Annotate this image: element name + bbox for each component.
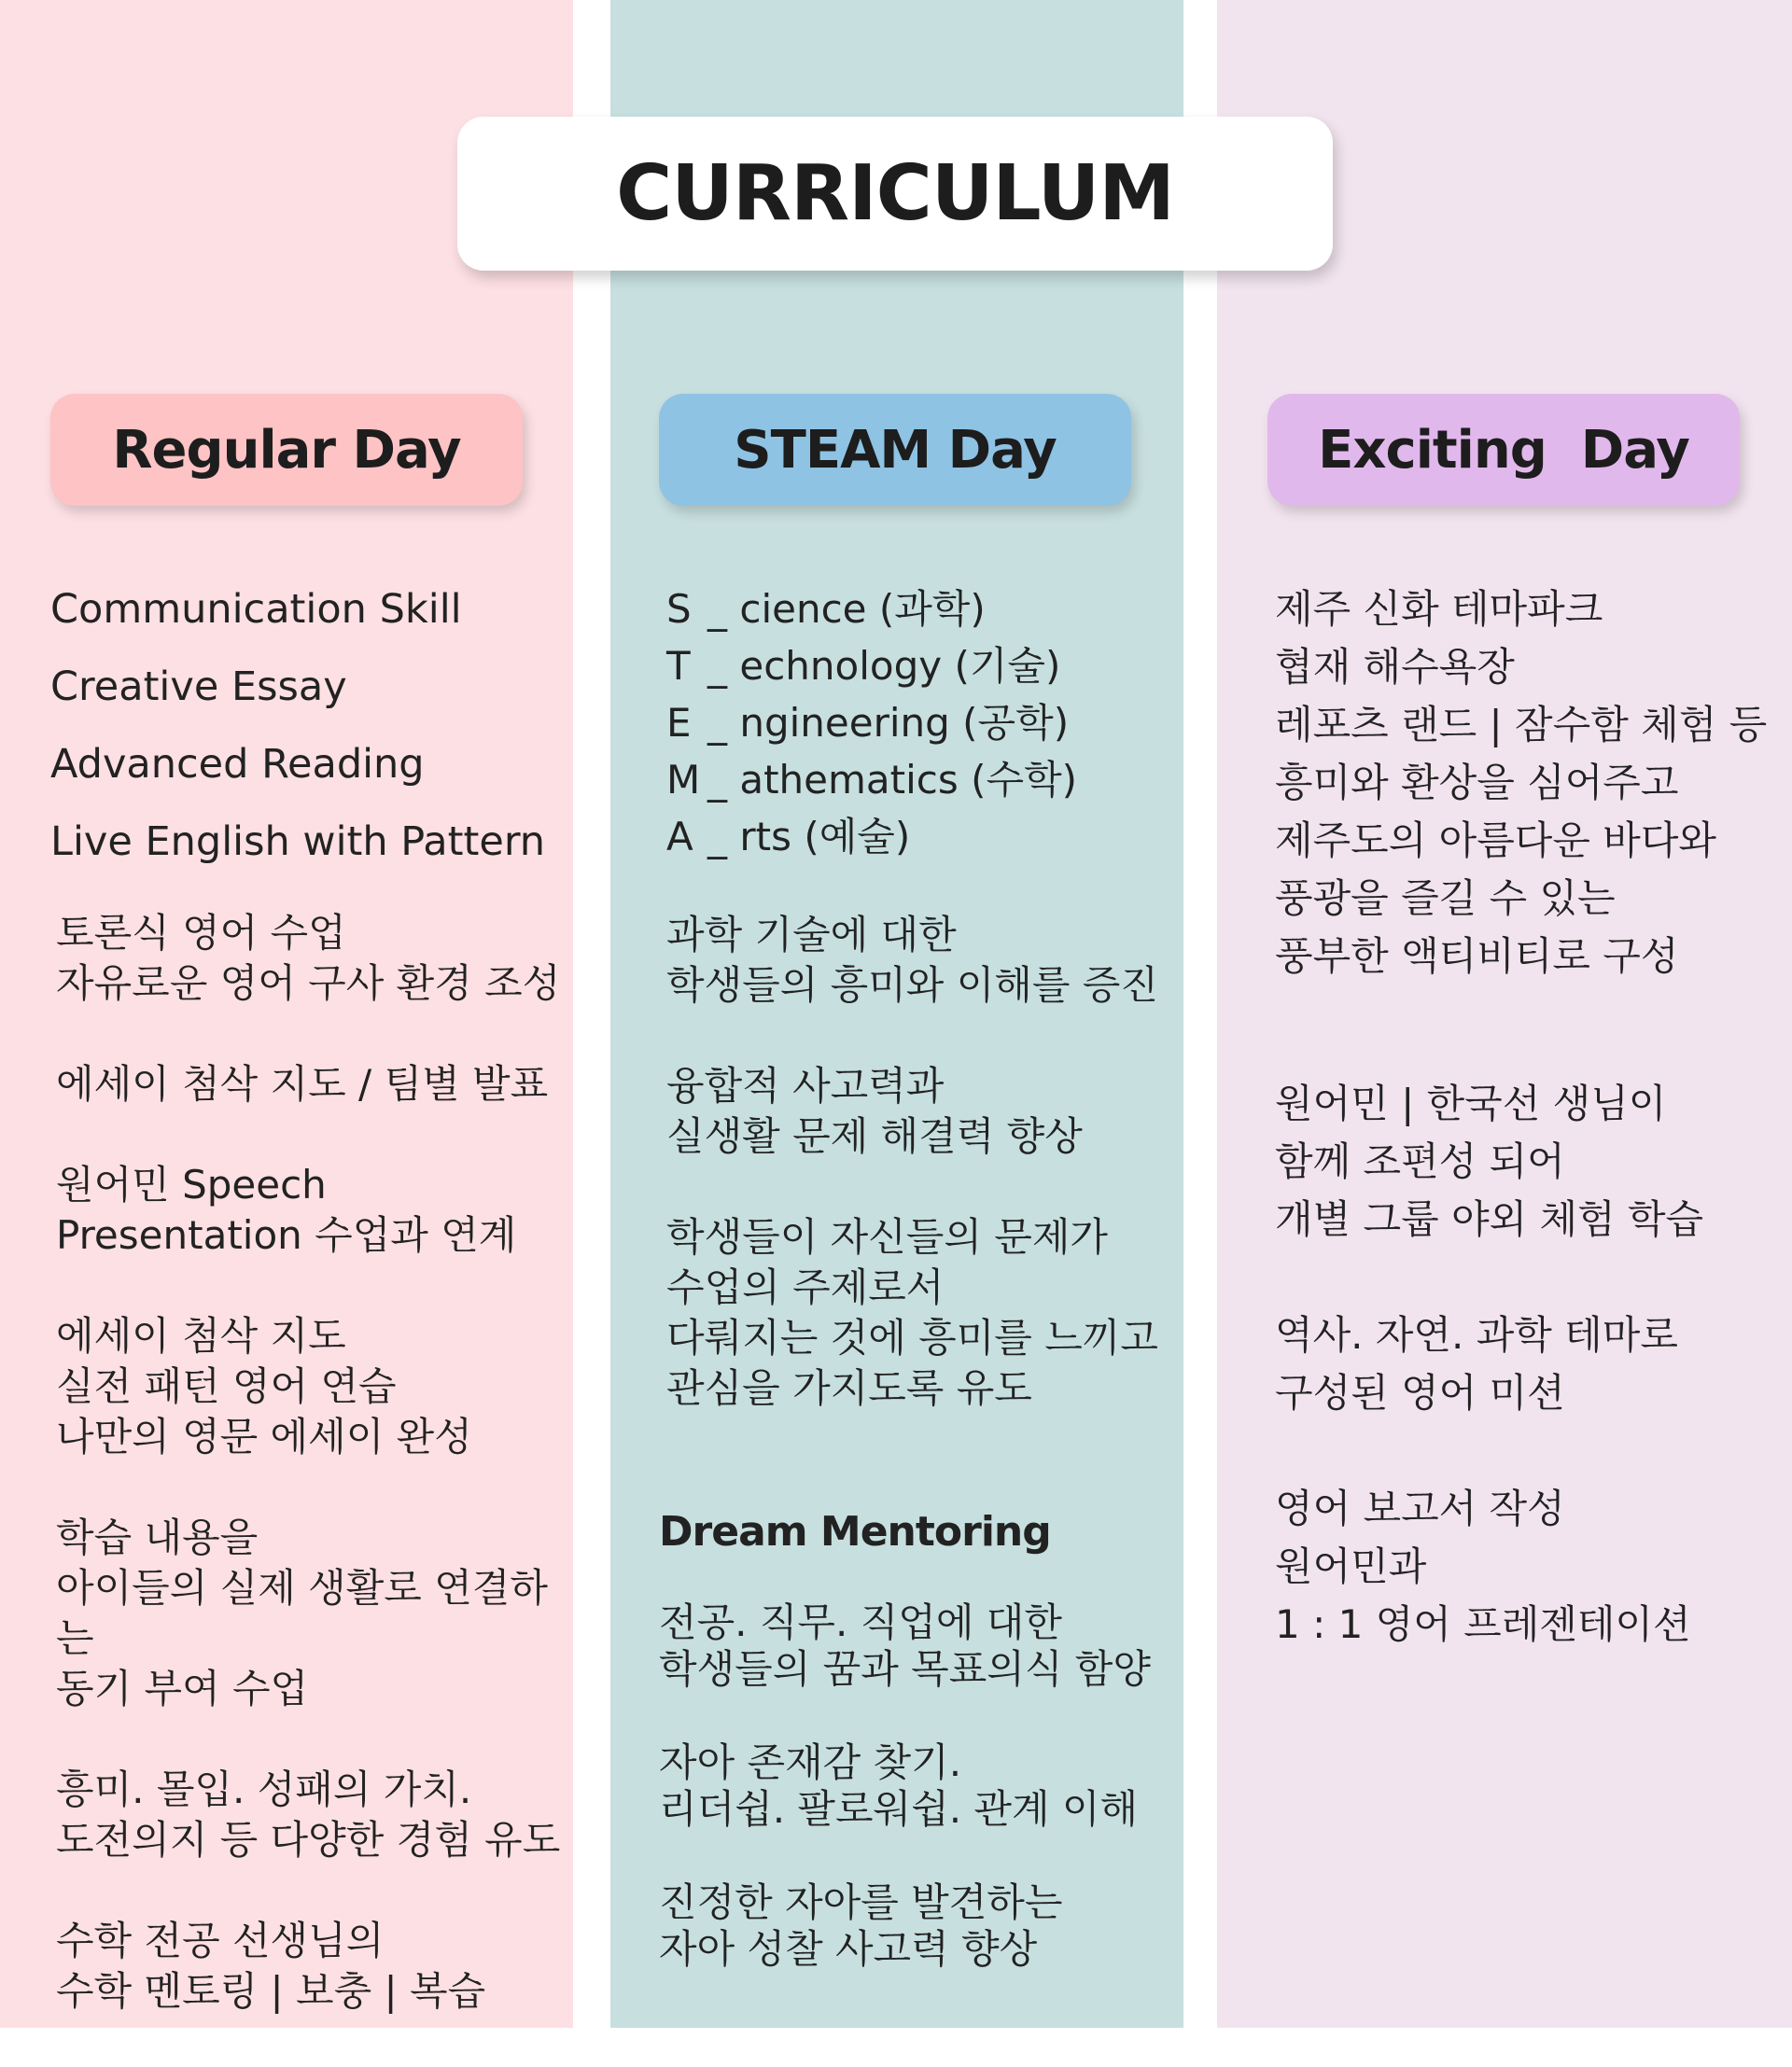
- steam-note: 과학 기술에 대한 학생들의 흥미와 이해를 증진: [666, 912, 1158, 1008]
- exciting-notes: [1275, 580, 1779, 1654]
- steam-acronym-list: [666, 580, 1170, 865]
- regular-day-label: Regular Day: [112, 419, 461, 481]
- mentoring-note: 진정한 자아를 발견하는 자아 성찰 사고력 향상: [659, 1879, 1063, 1972]
- page-title: CURRICULUM: [616, 149, 1174, 238]
- regular-note: 원어민 Speech Presentation 수업과 연계: [56, 1162, 517, 1258]
- steam-letter: T: [666, 643, 691, 689]
- steam-letter: E: [666, 700, 692, 746]
- regular-note: 흥미. 몰입. 성패의 가치. 도전의지 등 다양한 경험 유도: [56, 1767, 561, 1863]
- skill-item: Advanced Reading: [50, 741, 425, 788]
- mentoring-note: 전공. 직무. 직업에 대한 학생들의 꿈과 목표의식 함양: [659, 1599, 1151, 1692]
- regular-skills-list: [50, 571, 573, 881]
- regular-notes: [56, 908, 579, 2067]
- steam-letter: M: [666, 757, 701, 803]
- steam-row: [666, 694, 1170, 751]
- steam-row: [666, 637, 1170, 694]
- steam-word: _ rts (예술): [707, 814, 911, 859]
- steam-letter: S: [666, 586, 692, 632]
- steam-row: [666, 808, 1170, 865]
- steam-notes: [666, 910, 1180, 1414]
- skill-item: Creative Essay: [50, 663, 347, 710]
- steam-note: 융합적 사고력과 실생활 문제 해결력 향상: [666, 1063, 1083, 1159]
- regular-note: 에세이 첨삭 지도 실전 패턴 영어 연습 나만의 영문 에세이 완성: [56, 1313, 472, 1459]
- regular-note: 학습 내용을 아이들의 실제 생활로 연결하는 동기 부여 수업: [56, 1515, 548, 1711]
- steam-day-label: STEAM Day: [734, 419, 1057, 481]
- steam-row: [666, 751, 1170, 808]
- steam-row: [666, 580, 1170, 637]
- skill-item: Live English with Pattern: [50, 818, 546, 865]
- exciting-note: 원어민 | 한국선 생님이 함께 조편성 되어 개별 그룹 야외 체험 학습: [1275, 1081, 1704, 1242]
- dream-mentoring-heading: Dream Mentoring: [659, 1508, 1051, 1556]
- steam-letter: A: [666, 814, 693, 859]
- mentoring-notes: [659, 1599, 1182, 2019]
- regular-day-header: [50, 394, 523, 506]
- title-card: [457, 117, 1333, 271]
- steam-word: _ echnology (기술): [707, 643, 1061, 689]
- exciting-day-header: [1267, 394, 1740, 506]
- skill-item: Communication Skill: [50, 586, 462, 633]
- steam-word: _ athematics (수학): [707, 757, 1078, 803]
- steam-word: _ cience (과학): [707, 586, 986, 632]
- exciting-note: 역사. 자연. 과학 테마로 구성된 영어 미션: [1275, 1312, 1678, 1416]
- regular-note: 에세이 첨삭 지도 / 팀별 발표: [56, 1061, 549, 1107]
- steam-day-header: [659, 394, 1131, 506]
- exciting-note: 제주 신화 테마파크 협재 해수욕장 레포츠 랜드 | 잠수함 체험 등 흥미와 환상을 심어주고 제주도의 아름다운 바다와 풍광을 즐길 수 있는 풍부한 액티비티로 구성: [1275, 586, 1768, 979]
- exciting-note: 영어 보고서 작성 원어민과 1 : 1 영어 프레젠테이션: [1275, 1486, 1691, 1647]
- mentoring-note: 자아 존재감 찾기. 리더쉽. 팔로워쉽. 관계 이해: [659, 1739, 1139, 1832]
- exciting-day-label: Exciting Day: [1318, 419, 1689, 481]
- regular-note: 토론식 영어 수업 자유로운 영어 구사 환경 조성: [56, 910, 561, 1006]
- regular-note: 수학 전공 선생님의 수학 멘토링 | 보충 | 복습: [56, 1918, 486, 2014]
- steam-word: _ ngineering (공학): [707, 700, 1070, 746]
- steam-note: 학생들이 자신들의 문제가 수업의 주제로서 다뤄지는 것에 흥미를 느끼고 관심을 가지도록 유도: [666, 1214, 1158, 1411]
